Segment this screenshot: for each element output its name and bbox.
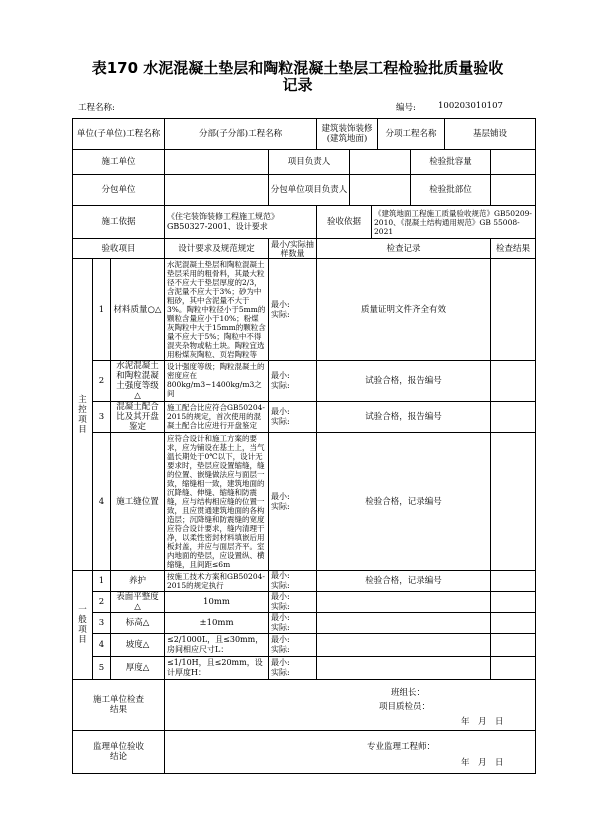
item-name: 养护 <box>111 571 165 592</box>
batch-part-label: 检验批部位 <box>429 185 472 195</box>
number-label: 编号: <box>396 103 416 113</box>
item-requirement: 施工配合比应符合GB50204-2015的规定，首次使用的混凝土配合比应进行开盘鉴定 <box>165 402 269 433</box>
item-requirement: 应符合设计和施工方案的要求，应为铺设在基土上，当气温长期处于0℃以下，设计无要求时，垫层应设置缩缝，缝的位置、嵌缝做法应与面层一致，缩缝相一致，建筑地面的沉降缝、伸缝、缩缝和防震缝，应与结构相应缝的位置一致，且应贯通建筑地面的各构造层；沉降缝和防震缝的宽度应符合设计要求，缝内清理干净，以柔性密封材料填嵌后用板封盖，并应与面层齐平。室内地面的垫层，应设置纵、横缩缝，且间距≤6m <box>165 433 269 571</box>
item-requirement: 10mm <box>165 592 269 613</box>
check-result <box>491 634 536 657</box>
item-requirement: ±10mm <box>165 613 269 634</box>
min-label: 最小: <box>271 658 290 667</box>
check-record <box>317 613 491 634</box>
min-label: 最小: <box>271 571 290 580</box>
project-name-label: 工程名称: <box>78 103 115 113</box>
item-name: 材料质量○△ <box>111 259 165 361</box>
actual-label: 实际: <box>271 645 290 654</box>
check-result <box>491 592 536 613</box>
accept-basis-label: 验收依据 <box>317 206 372 238</box>
sub-manager-label: 分包单位项目负责人 <box>269 175 350 205</box>
row-number: 3 <box>93 402 111 433</box>
unit-label: 单位(子单位)工程名称 <box>73 119 165 150</box>
item-requirement: ≤2/1000L，且≤30mm，房间相应尺寸L： <box>165 634 269 657</box>
row-number: 1 <box>93 259 111 361</box>
quality-inspector-label: 项目质检员： <box>379 702 431 712</box>
row-number: 1 <box>93 571 111 592</box>
actual-label: 实际: <box>271 501 290 511</box>
check-record <box>317 592 491 613</box>
min-label: 最小: <box>271 491 290 501</box>
item-requirement: 按施工技术方案和GB50204-2015的规定执行 <box>165 571 269 592</box>
main-items-label: 主控项目 <box>73 259 93 571</box>
actual-label: 实际: <box>271 581 290 590</box>
row-number: 2 <box>93 361 111 402</box>
actual-label: 实际: <box>271 623 290 632</box>
check-result <box>491 259 536 361</box>
general-items-label: 一般项目 <box>73 571 93 680</box>
check-result <box>491 657 536 680</box>
batch-capacity-value <box>491 150 536 175</box>
title-line-1: 表170 水泥混凝土垫层和陶粒混凝土垫层工程检验批质量验收 <box>91 59 504 77</box>
check-result <box>491 433 536 571</box>
check-record: 检验合格，记录编号 <box>317 433 491 571</box>
sign-date-2: 年 月 日 <box>461 758 504 768</box>
item-name: 表面平整度△ <box>111 592 165 613</box>
title-line-2: 记录 <box>282 76 313 94</box>
basis-value: 《住宅装饰装修工程施工规范》GB50327-2001、设计要求 <box>165 206 317 239</box>
check-record <box>317 657 491 680</box>
min-label: 最小: <box>271 613 290 622</box>
project-manager-value <box>350 150 411 174</box>
item-requirement: ≤1/10H，且≤20mm，设计厚度H： <box>165 657 269 680</box>
min-label: 最小: <box>271 592 290 601</box>
col-req: 设计要求及规范规定 <box>165 239 269 259</box>
table-row <box>73 361 536 402</box>
actual-label: 实际: <box>271 602 290 611</box>
col-result: 检查结果 <box>491 239 536 259</box>
item-name: 标高△ <box>111 613 165 634</box>
construct-check-label: 施工单位检查结果 <box>73 680 165 731</box>
check-result <box>491 402 536 433</box>
item-name: 水泥混凝土和陶粒混凝土强度等级△ <box>111 361 165 402</box>
supervisor-engineer-label: 专业监理工程师： <box>367 742 436 752</box>
project-manager-label: 项目负责人 <box>269 150 350 174</box>
page-title <box>60 60 535 94</box>
actual-label: 实际: <box>271 309 290 319</box>
subdiv-label: 分部(子分部)工程名称 <box>165 119 317 150</box>
row-number: 3 <box>93 613 111 634</box>
table-row <box>73 634 536 657</box>
subdiv-value: 建筑装饰装修(建筑地面) <box>317 119 378 149</box>
supervisor-label: 监理单位验收结论 <box>73 731 165 774</box>
min-label: 最小: <box>271 299 290 309</box>
col-sample: 最小/实际抽样数量 <box>269 239 317 259</box>
check-result <box>491 613 536 634</box>
batch-part-value <box>491 175 536 206</box>
construct-unit-label: 施工单位 <box>73 150 165 175</box>
min-label: 最小: <box>271 371 290 380</box>
check-record: 试验合格，报告编号 <box>317 361 491 402</box>
item-name: 坡度△ <box>111 634 165 657</box>
team-leader-label: 班组长： <box>391 688 426 698</box>
actual-label: 实际: <box>271 417 290 426</box>
item-name: 混凝土配合比及其开盘鉴定 <box>111 402 165 433</box>
col-record: 检查记录 <box>317 239 491 259</box>
accept-basis-value: 《建筑地面工程施工质量验收规范》GB50209-2010、《混凝土结构通用规范》GB 55008-2021 <box>374 208 532 236</box>
item-requirement: 水泥混凝土垫层和陶粒混凝土垫层采用的粗骨料，其最大粒径不应大于垫层厚度的2/3，含泥量不应大于3%；砂为中粗砂，其中含泥量不大于3%。陶粒中粒径小于5mm的颗粒含量应小于10%；粉煤灰陶粒中大于15mm的颗粒含量不应大于5%；陶粒中不得混夹杂物或粘土块。陶粒宜选用粉煤灰陶粒、页岩陶粒等 <box>165 259 269 361</box>
check-record: 试验合格，报告编号 <box>317 402 491 433</box>
sub-unit-value <box>165 175 269 206</box>
sign-date: 年 月 日 <box>461 717 504 727</box>
item-name: 厚度△ <box>111 657 165 680</box>
construct-unit-value <box>165 150 269 175</box>
row-number: 2 <box>93 592 111 613</box>
table-row <box>73 259 536 361</box>
basis-label: 施工依据 <box>73 206 165 239</box>
item-name: 施工缝位置 <box>111 433 165 571</box>
actual-label: 实际: <box>271 381 290 390</box>
inspection-table <box>72 118 536 774</box>
table-row <box>73 571 536 592</box>
actual-label: 实际: <box>271 668 290 677</box>
item-requirement: 设计强度等级；陶粒混凝土的密度应在800kg/m3~1400kg/m3之间 <box>165 361 269 402</box>
sub-manager-value <box>350 175 411 205</box>
table-row <box>73 433 536 571</box>
row-number: 5 <box>93 657 111 680</box>
row-number: 4 <box>93 634 111 657</box>
table-row <box>73 592 536 613</box>
row-number: 4 <box>93 433 111 571</box>
check-record: 质量证明文件齐全有效 <box>317 259 491 361</box>
table-row <box>73 657 536 680</box>
item-value: 基层铺设 <box>473 129 508 139</box>
table-row <box>73 613 536 634</box>
check-record: 检验合格，记录编号 <box>317 571 491 592</box>
min-label: 最小: <box>271 407 290 416</box>
check-result <box>491 571 536 592</box>
check-record <box>317 634 491 657</box>
sub-unit-label: 分包单位 <box>73 175 165 206</box>
min-label: 最小: <box>271 635 290 644</box>
col-item: 验收项目 <box>73 239 165 259</box>
item-label: 分项工程名称 <box>378 119 445 149</box>
number-value: 100203010107 <box>438 101 503 111</box>
table-row <box>73 402 536 433</box>
check-result <box>491 361 536 402</box>
batch-capacity-label: 检验批容量 <box>429 157 472 167</box>
